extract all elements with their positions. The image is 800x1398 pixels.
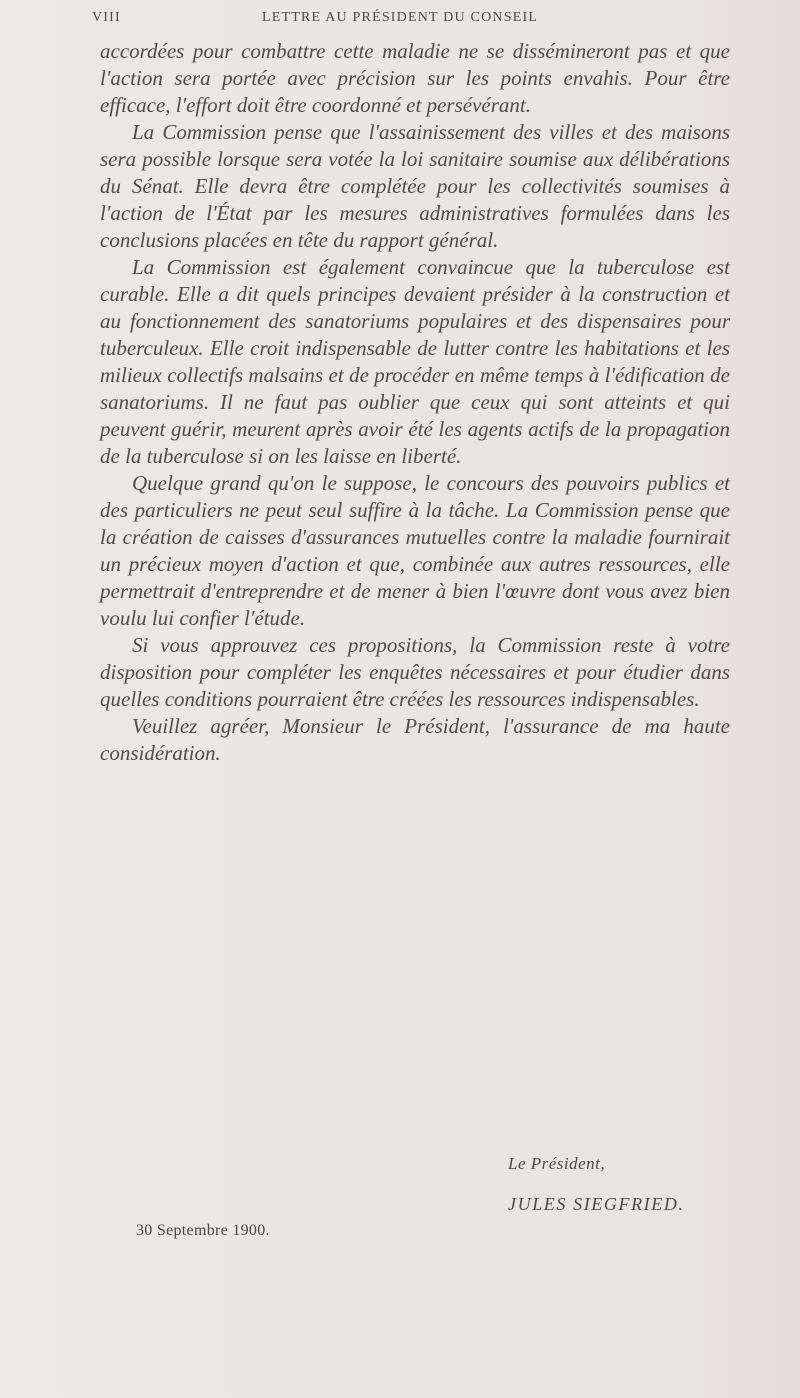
- paragraph-1: accordées pour combattre cette maladie ne se dissémineront pas et que l'action sera portée avec précision sur les points envahis. Pour être efficace, l'effort doit être coordonné et persévérant.: [100, 39, 730, 117]
- signature-title: Le Président,: [508, 1154, 606, 1173]
- paragraph-2: La Commission pense que l'assainissement des villes et des maisons sera possible lorsque sera votée la loi sanitaire soumise aux délibérations du Sénat. Elle devra être complétée pour les collectivités soumises à l'action de l'État par les mesures administratives formulées dans les conclusions placées en tête du rapport général.: [100, 120, 730, 252]
- paragraph-5: Si vous approuvez ces propositions, la Commission reste à votre disposition pour compléter les enquêtes nécessaires et pour étudier dans quelles conditions pourraient être créées les ressources indispensables.: [100, 633, 730, 711]
- page-number: VIII: [92, 10, 121, 25]
- paragraph-3: La Commission est également convaincue que la tuberculose est curable. Elle a dit quels principes devaient présider à la construction et au fonctionnement des sanatoriums populaires et des dispensaires pour tuberculeux. Elle croit indispensable de lutter contre les habitations et les milieux collectifs malsains et de procéder en même temps à l'édification de sanatoriums. Il ne faut pas oublier que ceux qui sont atteints et qui peuvent guérir, meurent après avoir été les agents actifs de la propagation de la tuberculose si on les laisse en liberté.: [100, 255, 730, 468]
- signature-name: JULES SIEGFRIED.: [508, 1194, 685, 1214]
- letter-date: 30 Septembre 1900.: [136, 1222, 270, 1239]
- running-head: LETTRE AU PRÉSIDENT DU CONSEIL: [262, 10, 539, 25]
- closing-formula: Veuillez agréer, Monsieur le Président, l'assurance de ma haute considération.: [100, 714, 730, 765]
- page-header: [92, 6, 732, 28]
- letter-body: [100, 38, 730, 767]
- paragraph-4: Quelque grand qu'on le suppose, le concours des pouvoirs publics et des particuliers ne peut seul suffire à la tâche. La Commission pense que la création de caisses d'assurances mutuelles contre la maladie fournirait un précieux moyen d'action et que, combinée aux autres ressources, elle permettrait d'entreprendre et de mener à bien l'œuvre dont vous avez bien voulu lui confier l'étude.: [100, 471, 730, 630]
